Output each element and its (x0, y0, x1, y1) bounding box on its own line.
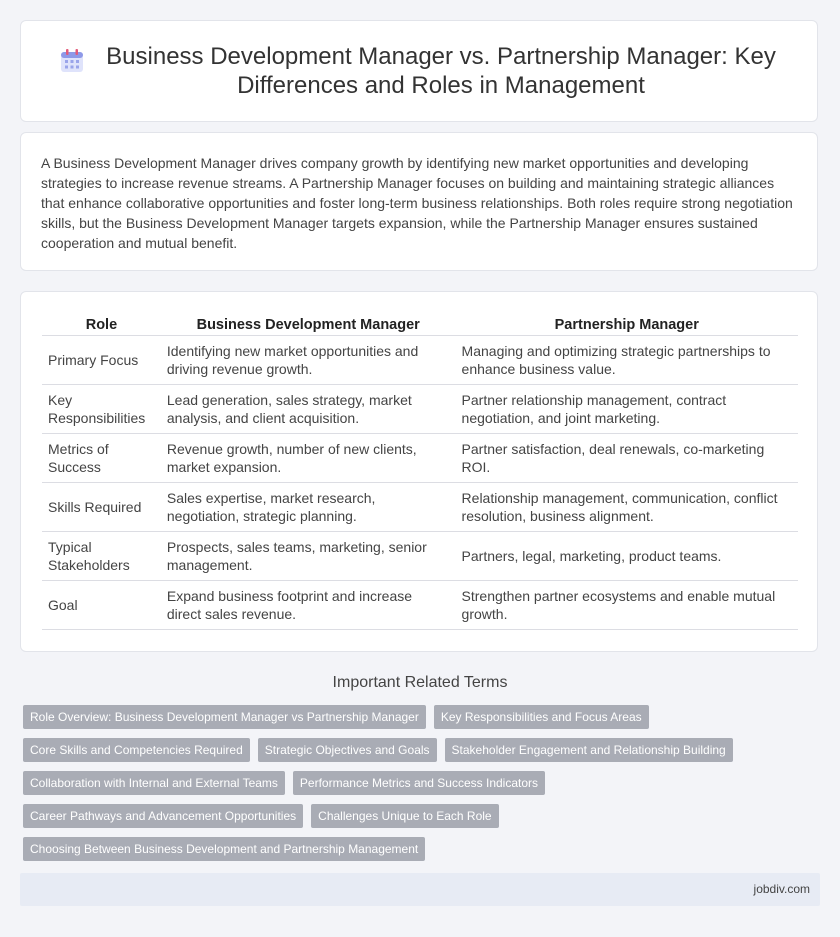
table-row (42, 434, 798, 483)
pm-cell: Strengthen partner ecosystems and enable mutual growth. (456, 581, 798, 630)
related-term-tag[interactable]: Collaboration with Internal and External Teams (23, 771, 285, 795)
related-term-tag[interactable]: Career Pathways and Advancement Opportunities (23, 804, 303, 828)
intro-text: A Business Development Manager drives company growth by identifying new market opportunities and developing strategies to increase revenue streams. A Partnership Manager focuses on building and maintaining strategic alliances that enhance collaborative opportunities and foster long-term business relationships. Both roles require strong negotiation skills, but the Business Development Manager targets expansion, while the Partnership Manager ensures sustained cooperation and mutual benefit. (41, 155, 793, 251)
table-row (42, 581, 798, 630)
footer (20, 873, 820, 906)
row-label: Primary Focus (42, 336, 161, 385)
related-term-tag[interactable]: Strategic Objectives and Goals (258, 738, 437, 762)
related-term-tag[interactable]: Stakeholder Engagement and Relationship Building (445, 738, 733, 762)
related-term-tag[interactable]: Performance Metrics and Success Indicators (293, 771, 545, 795)
tag-row (23, 804, 823, 828)
bdm-cell: Expand business footprint and increase direct sales revenue. (161, 581, 456, 630)
pm-cell: Relationship management, communication, conflict resolution, business alignment. (456, 483, 798, 532)
table-row (42, 483, 798, 532)
tag-row (23, 738, 823, 762)
bdm-cell: Sales expertise, market research, negotiation, strategic planning. (161, 483, 456, 532)
pm-cell: Managing and optimizing strategic partnerships to enhance business value. (456, 336, 798, 385)
bdm-cell: Prospects, sales teams, marketing, senior management. (161, 532, 456, 581)
header-role: Role (42, 312, 161, 336)
related-term-tag[interactable]: Choosing Between Business Development and Partnership Management (23, 837, 425, 861)
footer-site-link[interactable]: jobdiv.com (753, 882, 810, 896)
row-label: Metrics of Success (42, 434, 161, 483)
bdm-cell: Identifying new market opportunities and driving revenue growth. (161, 336, 456, 385)
table-row (42, 385, 798, 434)
table-row (42, 532, 798, 581)
page-title: Business Development Manager vs. Partnership Manager: Key Differences and Roles in Management (106, 43, 776, 99)
related-term-tag[interactable]: Challenges Unique to Each Role (311, 804, 498, 828)
table-row (42, 336, 798, 385)
bdm-cell: Revenue growth, number of new clients, market expansion. (161, 434, 456, 483)
pm-cell: Partners, legal, marketing, product teams. (456, 532, 798, 581)
header-bdm: Business Development Manager (161, 312, 456, 336)
row-label: Goal (42, 581, 161, 630)
comparison-table (42, 312, 798, 630)
row-label: Skills Required (42, 483, 161, 532)
tag-row (23, 837, 823, 861)
table-header-row (42, 312, 798, 336)
row-label: Typical Stakeholders (42, 532, 161, 581)
related-terms-list (23, 705, 823, 870)
related-term-tag[interactable]: Core Skills and Competencies Required (23, 738, 250, 762)
calendar-icon (59, 48, 85, 74)
related-term-tag[interactable]: Role Overview: Business Development Manager vs Partnership Manager (23, 705, 426, 729)
comparison-table-card (20, 291, 818, 652)
related-term-tag[interactable]: Key Responsibilities and Focus Areas (434, 705, 649, 729)
bdm-cell: Lead generation, sales strategy, market analysis, and client acquisition. (161, 385, 456, 434)
tag-row (23, 771, 823, 795)
row-label: Key Responsibilities (42, 385, 161, 434)
pm-cell: Partner relationship management, contract negotiation, and joint marketing. (456, 385, 798, 434)
header-card (20, 20, 818, 122)
related-terms-title: Important Related Terms (332, 674, 508, 691)
tag-row (23, 705, 823, 729)
intro-card (20, 132, 818, 271)
pm-cell: Partner satisfaction, deal renewals, co-marketing ROI. (456, 434, 798, 483)
header-inner (59, 42, 779, 100)
header-pm: Partnership Manager (456, 312, 798, 336)
